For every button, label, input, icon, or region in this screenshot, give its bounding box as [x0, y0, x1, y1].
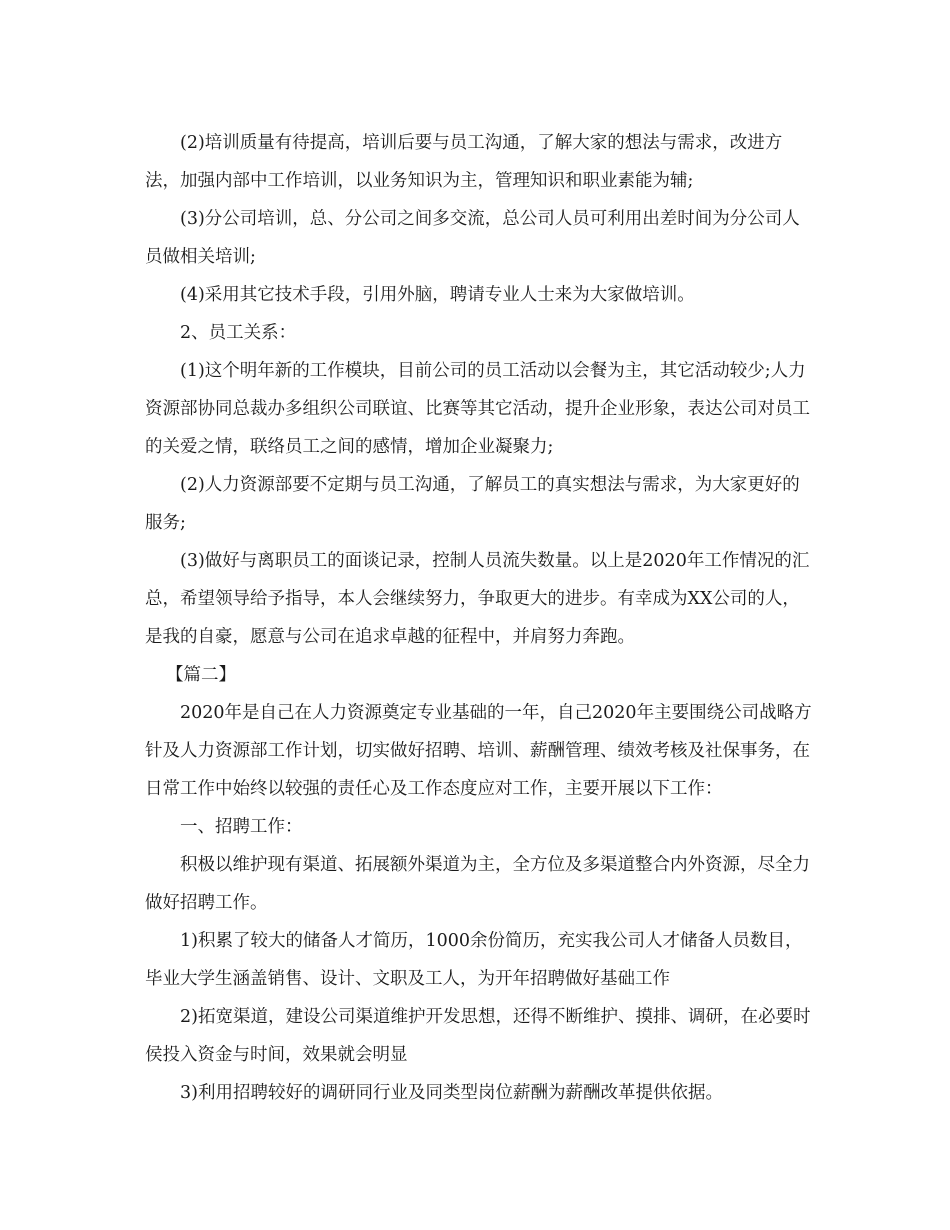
heading-employee-relations: 2、员工关系：: [180, 323, 297, 343]
paragraph-branch-training: (3)分公司培训，总、分公司之间多交流，总公司人员可利用出差时间为分公司人员做相关培训;: [145, 209, 800, 267]
paragraph-external-training: (4)采用其它技术手段，引用外脑，聘请专业人士来为大家做培训。: [180, 285, 695, 305]
heading-recruitment: 一、招聘工作：: [180, 817, 303, 837]
paragraph-talent-reserve: 1)积累了较大的储备人才简历，1000余份简历，充实我公司人才储备人员数目，毕业大学生涵盖销售、设计、文职及工人，为开年招聘做好基础工作: [145, 931, 803, 989]
paragraph-employee-communication: (2)人力资源部要不定期与员工沟通，了解员工的真实想法与需求，为大家更好的服务;: [145, 475, 800, 533]
paragraph-year-summary: 2020年是自己在人力资源奠定专业基础的一年，自己2020年主要围绕公司战略方针及人力资源部工作计划，切实做好招聘、培训、薪酬管理、绩效考核及社保事务，在日常工作中始终以较强的责任心及工作态度应对工作，主要开展以下工作：: [145, 703, 812, 799]
paragraph-recruitment-channels: 积极以维护现有渠道、拓展额外渠道为主，全方位及多渠道整合内外资源，尽全力做好招聘工作。: [145, 855, 810, 913]
paragraph-employee-activities: (1)这个明年新的工作模块，目前公司的员工活动以会餐为主，其它活动较少;人力资源部协同总裁办多组织公司联谊、比赛等其它活动，提升企业形象，表达公司对员工的关爱之情，联络员工之间的感情，增加企业凝聚力;: [145, 361, 810, 457]
section-title-part-two: 【篇二】: [166, 665, 236, 685]
paragraph-training-quality: (2)培训质量有待提高，培训后要与员工沟通，了解大家的想法与需求，改进方法，加强内部中工作培训，以业务知识为主，管理知识和职业素能为辅;: [145, 133, 783, 191]
paragraph-exit-interviews: (3)做好与离职员工的面谈记录，控制人员流失数量。以上是2020年工作情况的汇总，希望领导给予指导，本人会继续努力，争取更大的进步。有幸成为XX公司的人，是我的自豪，愿意与公司在追求卓越的征程中，并肩努力奔跑。: [145, 551, 810, 647]
paragraph-channel-expansion: 2)拓宽渠道，建设公司渠道维护开发思想，还得不断维护、摸排、调研，在必要时侯投入资金与时间，效果就会明显: [145, 1007, 811, 1065]
paragraph-salary-research: 3)利用招聘较好的调研同行业及同类型岗位薪酬为薪酬改革提供依据。: [180, 1083, 723, 1103]
document-body: [145, 124, 815, 1112]
